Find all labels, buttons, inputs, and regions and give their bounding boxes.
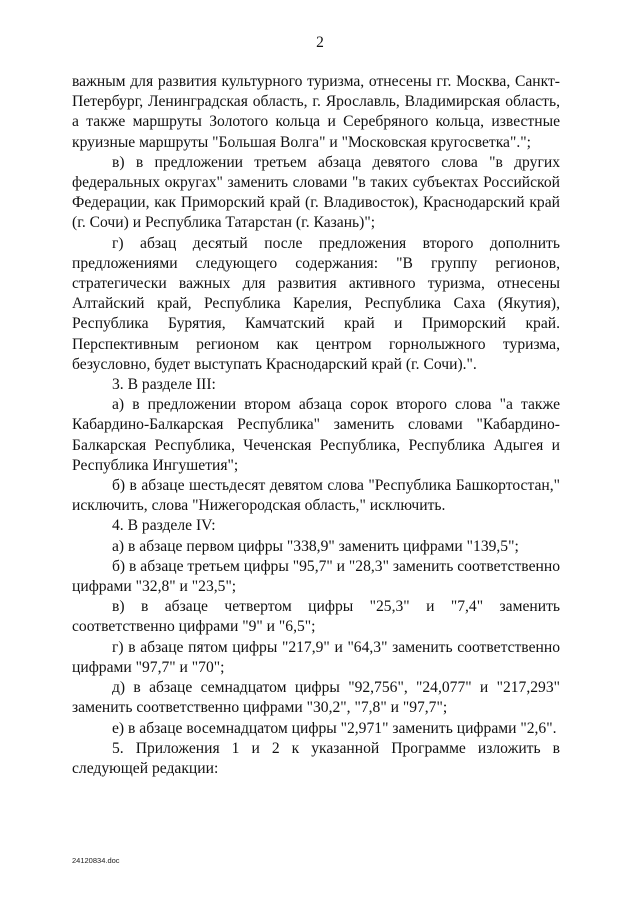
- paragraph-section3-a: а) в предложении втором абзаца сорок второго слова "а также Кабардино-Балкарская Республика" заменить словами "Кабардино-Балкарская Республика, Чеченская Республика, Республика Адыгея и Республика Ингушетия";: [72, 396, 560, 474]
- paragraph-item-g: г) абзац десятый после предложения второго дополнить предложениями следующего содержания: "В группу регионов, стратегически важных для развития активного туризма, отнесены Алтайский край, Республика Карелия, Республика Саха (Якутия), Республика Бурятия, Камчатский край и Приморский край. Перспективным регионом как центром горнолыжного туризма, безусловно, будет выступать Краснодарский край (г. Сочи).".: [72, 234, 560, 373]
- section-heading-5: 5. Приложения 1 и 2 к указанной Программе изложить в следующей редакции:: [72, 739, 560, 777]
- paragraph-section4-g: г) в абзаце пятом цифры "217,9" и "64,3" заменить соответственно цифрами "97,7" и "70";: [72, 638, 560, 676]
- document-body: [72, 72, 560, 779]
- paragraph-section4-v: в) в абзаце четвертом цифры "25,3" и "7,4" заменить соответственно цифрами "9" и "6,5";: [72, 598, 560, 636]
- section-heading-3: 3. В разделе III:: [112, 376, 216, 394]
- paragraph-section4-d: д) в абзаце семнадцатом цифры "92,756", "24,077" и "217,293" заменить соответственно цифрами "30,2", "7,8" и "97,7";: [72, 679, 560, 717]
- paragraph-item-v: в) в предложении третьем абзаца девятого слова "в других федеральных округах" заменить словами "в таких субъектах Российской Федерации, как Приморский край (г. Владивосток), Краснодарский край (г. Сочи) и Республика Татарстан (г. Казань)";: [72, 153, 560, 232]
- paragraph-section4-b: б) в абзаце третьем цифры "95,7" и "28,3" заменить соответственно цифрами "32,8" и "23,5";: [72, 557, 560, 596]
- section-heading-4: 4. В разделе IV:: [112, 517, 216, 535]
- page-number: 2: [316, 34, 324, 51]
- paragraph-section3-b: б) в абзаце шестьдесят девятом слова "Республика Башкортостан," исключить, слова "Нижегородская область," исключить.: [72, 477, 560, 515]
- paragraph-continuation: важным для развития культурного туризма, отнесены гг. Москва, Санкт-Петербург, Ленинградская область, г. Ярославль, Владимирская область, а также маршруты Золотого кольца и Серебряного кольца, известные круизные маршруты "Большая Волга" и "Московская кругосветка".";: [72, 73, 560, 151]
- footer-filename: 24120834.doc: [72, 856, 120, 865]
- paragraph-section4-e: е) в абзаце восемнадцатом цифры "2,971" заменить цифрами "2,6".: [112, 719, 557, 737]
- paragraph-section4-a: а) в абзаце первом цифры "338,9" заменить цифрами "139,5";: [112, 537, 519, 555]
